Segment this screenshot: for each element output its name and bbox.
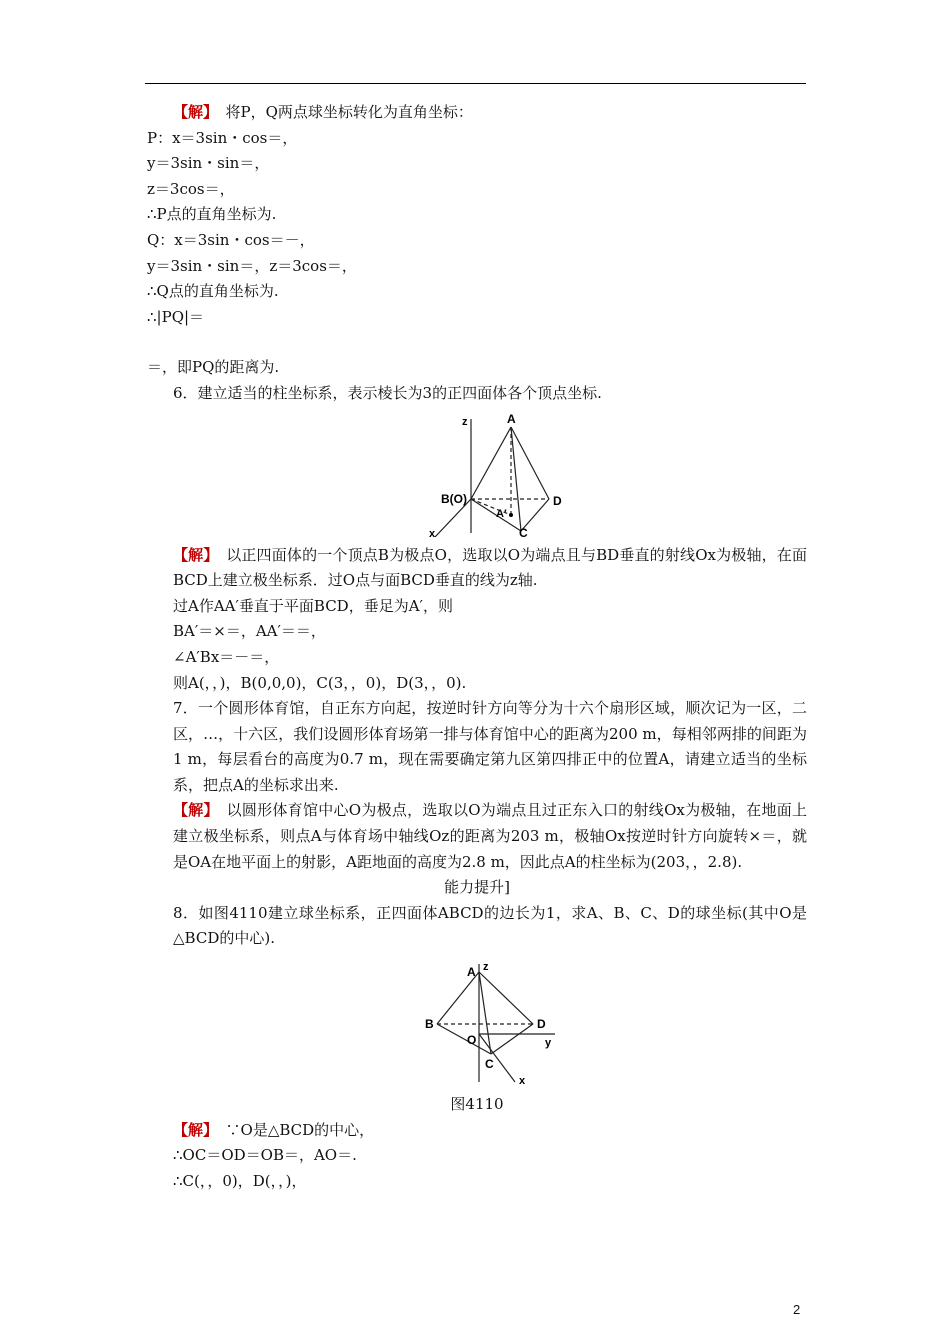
label-a: A [467,965,476,980]
label-b: B [425,1017,434,1032]
solution-line: ∴OC＝OD＝OB＝，AO＝. [173,1146,357,1165]
solution-line: BA′＝×＝，AA′＝＝， [173,622,326,641]
label-c: C [485,1057,494,1072]
label-bo: B(O) [441,491,467,506]
solution-line: ＝，即PQ的距离为. [147,358,280,377]
label-x: x [519,1075,526,1087]
question-8: 8．如图4110建立球坐标系，正四面体ABCD的边长为1，求A、B、C、D的球坐标(其中O是△BCD的中心). [173,903,807,948]
solution-tag: 【解】 [173,545,212,564]
label-c: C [519,525,528,537]
label-x: x [429,527,436,537]
label-z: z [483,961,489,974]
edge-cd [491,1024,533,1054]
label-a-prime: A′ [496,507,507,520]
solution-6-intro: 【解】 以正四面体的一个顶点B为极点O，选取以O为端点且与BD垂直的射线Ox为极轴，在面BCD上建立极坐标系．过O点与面BCD垂直的线为z轴. [173,545,807,590]
solution-line: ∴|PQ|＝ [147,307,205,326]
figure-tetrahedron-cylindrical [147,413,807,537]
label-o: O [467,1033,477,1048]
solution-line: z＝3cos＝， [147,179,235,198]
section-heading: 能力提升] [444,878,510,897]
edge-ad [479,972,533,1024]
page-number: 2 [793,1302,801,1317]
edge-ab [471,427,511,499]
label-y: y [545,1037,552,1050]
solution-line: 则A(，，)，B(0,0,0)，C(3，，0)，D(3，，0). [173,673,467,692]
solution-tag: 【解】 [173,801,212,820]
tetrahedron-diagram [147,413,807,537]
edge-ab [437,972,479,1024]
label-d: D [553,493,562,508]
solution-7: 【解】 以圆形体育馆中心O为极点，选取以O为端点且过正东入口的射线Ox为极轴，在地面上建立极坐标系，则点A与体育场中轴线Oz的距离为203 m，极轴Ox按逆时针方向旋转×＝，就是OA在地平面上的射影，A距地面的高度为2.8 m，因此点A的柱坐标为(203，，2.8). [173,801,807,871]
solution-line: Q：x＝3sin・cos＝－， [147,230,315,249]
question-6: 6．建立适当的柱坐标系，表示棱长为3的正四面体各个顶点坐标. [173,383,602,402]
solution-tag: 【解】 [173,103,211,121]
label-d: D [537,1017,546,1032]
figure-4110 [147,958,807,1086]
solution-line: ∴P点的直角坐标为. [147,205,277,224]
solution-line: y＝3sin・sin＝， [147,154,270,173]
solution-line: P：x＝3sin・cos＝， [147,128,298,147]
question-7: 7．一个圆形体育馆，自正东方向起，按逆时针方向等分为十六个扇形区域，顺次记为一区，二区，…，十六区，我们设圆形体育场第一排与体育馆中心的距离为200 m，每相邻两排的间距为1 m，每层看台的高度为0.7 m，现在需要确定第九区第四排正中的位置A，请建立适当的坐标系，把点A的坐标求出来. [173,699,807,794]
solution-line: ∴Q点的直角坐标为. [147,282,279,301]
label-z: z [462,415,468,428]
solution-tag: 【解】 [173,1120,211,1139]
point-a1 [509,513,513,517]
solution-p-intro: 【解】 将P，Q两点球坐标转化为直角坐标： [173,103,473,121]
figure-caption: 图4110 [450,1095,504,1114]
label-a: A [507,412,516,426]
solution-line: y＝3sin・sin＝，z＝3cos＝， [147,256,357,275]
solution-line: ∴C(，，0)，D(，，)， [173,1171,307,1190]
solution-line: 过A作AA′垂直于平面BCD，垂足为A′，则 [173,596,453,615]
header-rule [145,83,806,84]
page-content [147,100,807,1194]
blank-line [147,330,807,355]
solution-8-intro: 【解】 ∵O是△BCD的中心， [173,1120,375,1139]
solution-line: ∠A′Bx＝－＝， [173,647,280,666]
tetrahedron-spherical-diagram [147,958,807,1086]
